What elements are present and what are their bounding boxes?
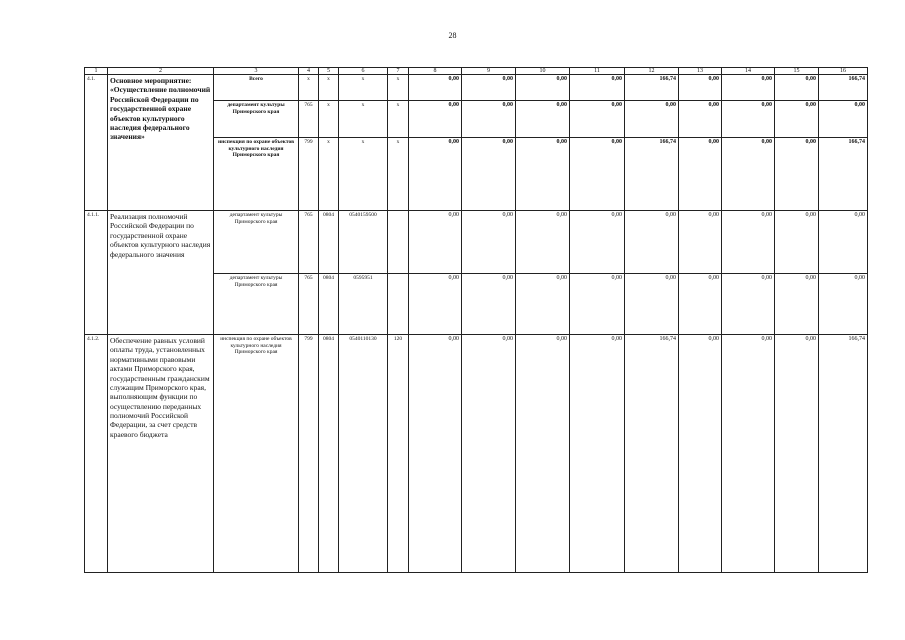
- code-cell: [388, 274, 409, 335]
- column-number-row: [85, 68, 868, 75]
- value-cell: 0,00: [625, 211, 679, 274]
- executor-cell: департамент культуры Приморского края: [214, 274, 299, 335]
- section-name: Реализация полномочий Российской Федерации по государственной охране объектов культурного наследия федерального значения: [108, 211, 214, 335]
- executor-cell: инспекция по охране объектов культурного наследия Приморского края: [214, 138, 299, 211]
- table-row: [85, 75, 868, 101]
- table-row: [85, 335, 868, 573]
- value-cell: 0,00: [722, 274, 775, 335]
- section-name: Обеспечение равных условий оплаты труда, установленных нормативными правовыми актами Приморского края, государственным гражданским служащим Приморского края, выполняющим функции по осуществлению переданных полномочий Российской Федерации, за счет средств краевого бюджета: [108, 335, 214, 573]
- value-cell: 0,00: [570, 75, 625, 101]
- value-cell: 0,00: [679, 335, 722, 573]
- code-cell: 0804: [319, 335, 339, 573]
- executor-cell: департамент культуры Приморского края: [214, 101, 299, 138]
- value-cell: 0,00: [775, 274, 819, 335]
- value-cell: 0,00: [775, 335, 819, 573]
- code-cell: x: [339, 138, 388, 211]
- value-cell: 0,00: [570, 274, 625, 335]
- column-header: 7: [388, 68, 409, 75]
- page-number: 28: [448, 31, 457, 40]
- column-header: 5: [319, 68, 339, 75]
- table-row: [85, 211, 868, 274]
- column-header: 13: [679, 68, 722, 75]
- code-cell: x: [388, 138, 409, 211]
- code-cell: 0804: [319, 211, 339, 274]
- value-cell: 0,00: [570, 211, 625, 274]
- code-cell: x: [339, 101, 388, 138]
- value-cell: 166,74: [819, 75, 868, 101]
- value-cell: 0,00: [775, 211, 819, 274]
- value-cell: 0,00: [462, 75, 516, 101]
- code-cell: x: [319, 138, 339, 211]
- value-cell: 0,00: [409, 335, 462, 573]
- value-cell: 0,00: [625, 101, 679, 138]
- code-cell: x: [388, 101, 409, 138]
- value-cell: 0,00: [462, 211, 516, 274]
- value-cell: 0,00: [409, 274, 462, 335]
- value-cell: 0,00: [516, 274, 570, 335]
- value-cell: 0,00: [570, 101, 625, 138]
- section-number: 4.1.: [85, 75, 108, 211]
- value-cell: 166,74: [819, 138, 868, 211]
- code-cell: 0595951: [339, 274, 388, 335]
- column-header: 3: [214, 68, 299, 75]
- column-header: 10: [516, 68, 570, 75]
- value-cell: 0,00: [570, 335, 625, 573]
- value-cell: 0,00: [409, 101, 462, 138]
- code-cell: 765: [299, 211, 319, 274]
- value-cell: 0,00: [462, 138, 516, 211]
- code-cell: 799: [299, 138, 319, 211]
- value-cell: 0,00: [679, 75, 722, 101]
- code-cell: x: [299, 75, 319, 101]
- value-cell: 166,74: [819, 335, 868, 573]
- executor-cell: Всего: [214, 75, 299, 101]
- value-cell: 0,00: [775, 101, 819, 138]
- value-cell: 0,00: [722, 211, 775, 274]
- section-name: Основное мероприятие: «Осуществление полномочий Российской Федерации по государственной охране объектов культурного наследия федерального значения»: [108, 75, 214, 211]
- value-cell: 0,00: [516, 211, 570, 274]
- code-cell: 120: [388, 335, 409, 573]
- value-cell: 0,00: [570, 138, 625, 211]
- code-cell: 765: [299, 274, 319, 335]
- value-cell: 166,74: [625, 138, 679, 211]
- section-number: 4.1.2.: [85, 335, 108, 573]
- value-cell: 0,00: [679, 138, 722, 211]
- code-cell: [388, 211, 409, 274]
- value-cell: 0,00: [462, 335, 516, 573]
- value-cell: 0,00: [462, 274, 516, 335]
- section-number: 4.1.1.: [85, 211, 108, 335]
- value-cell: 0,00: [409, 138, 462, 211]
- executor-cell: департамент культуры Приморского края: [214, 211, 299, 274]
- value-cell: 0,00: [625, 274, 679, 335]
- value-cell: 0,00: [775, 138, 819, 211]
- value-cell: 0,00: [819, 274, 868, 335]
- executor-cell: инспекция по охране объектов культурного наследия Приморского края: [214, 335, 299, 573]
- value-cell: 0,00: [409, 211, 462, 274]
- value-cell: 0,00: [516, 75, 570, 101]
- column-header: 15: [775, 68, 819, 75]
- code-cell: x: [388, 75, 409, 101]
- value-cell: 0,00: [722, 138, 775, 211]
- column-header: 16: [819, 68, 868, 75]
- value-cell: 0,00: [679, 101, 722, 138]
- value-cell: 0,00: [722, 101, 775, 138]
- code-cell: 0804: [319, 274, 339, 335]
- column-header: 4: [299, 68, 319, 75]
- value-cell: 0,00: [722, 335, 775, 573]
- value-cell: 0,00: [462, 101, 516, 138]
- value-cell: 0,00: [409, 75, 462, 101]
- column-header: 12: [625, 68, 679, 75]
- value-cell: 0,00: [516, 335, 570, 573]
- value-cell: 166,74: [625, 335, 679, 573]
- column-header: 9: [462, 68, 516, 75]
- column-header: 11: [570, 68, 625, 75]
- value-cell: 0,00: [679, 211, 722, 274]
- value-cell: 0,00: [516, 101, 570, 138]
- value-cell: 166,74: [625, 75, 679, 101]
- code-cell: x: [319, 75, 339, 101]
- code-cell: 0540110130: [339, 335, 388, 573]
- column-header: 14: [722, 68, 775, 75]
- code-cell: x: [319, 101, 339, 138]
- value-cell: 0,00: [722, 75, 775, 101]
- code-cell: x: [339, 75, 388, 101]
- value-cell: 0,00: [819, 211, 868, 274]
- value-cell: 0,00: [679, 274, 722, 335]
- value-cell: 0,00: [775, 75, 819, 101]
- column-header: 1: [85, 68, 108, 75]
- code-cell: 799: [299, 335, 319, 573]
- budget-table: [84, 67, 868, 573]
- code-cell: 0540159500: [339, 211, 388, 274]
- value-cell: 0,00: [516, 138, 570, 211]
- code-cell: 765: [299, 101, 319, 138]
- column-header: 6: [339, 68, 388, 75]
- column-header: 8: [409, 68, 462, 75]
- column-header: 2: [108, 68, 214, 75]
- value-cell: 0,00: [819, 101, 868, 138]
